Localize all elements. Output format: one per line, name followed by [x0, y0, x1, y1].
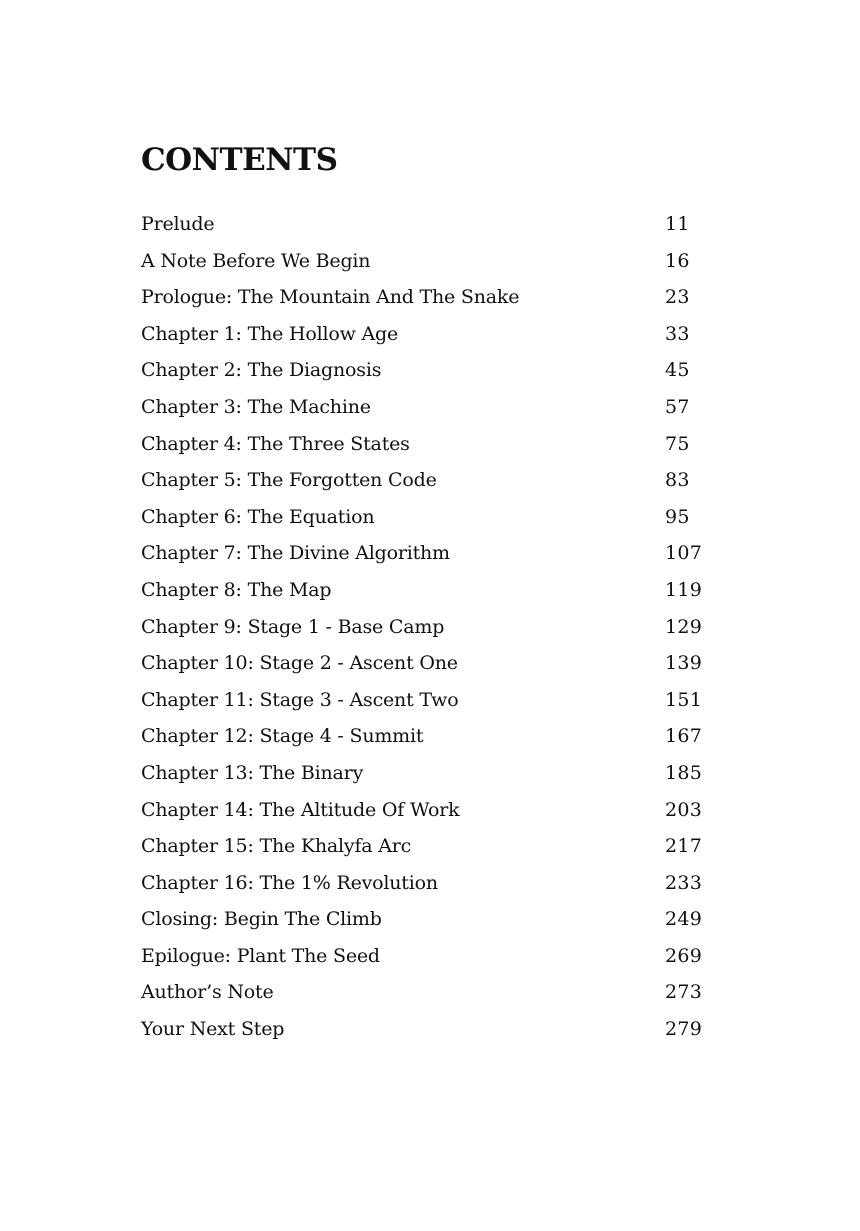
toc-entry-page-number: 45: [665, 359, 690, 382]
toc-entry-page-number: 11: [665, 213, 690, 235]
toc-entry-page-number: 217: [665, 835, 703, 858]
toc-entry-title: Chapter 12: Stage 4 - Summit: [141, 725, 424, 748]
toc-entry: [141, 208, 721, 245]
toc-entry-page-number: 75: [665, 432, 690, 455]
toc-entry: [141, 720, 721, 757]
toc-entry-page-number: 249: [665, 908, 703, 931]
toc-entry-page-number: 57: [665, 395, 690, 418]
toc-entry: [141, 684, 721, 721]
toc-entry: [141, 830, 721, 867]
toc-entry-title: Chapter 16: The 1% Revolution: [141, 871, 438, 894]
toc-entry-page-number: 279: [665, 1018, 703, 1041]
toc-entry-title: Chapter 10: Stage 2 - Ascent One: [141, 652, 458, 675]
toc-entry: [141, 867, 721, 904]
toc-entry-title: Chapter 1: The Hollow Age: [141, 322, 399, 345]
toc-entry: [141, 501, 721, 538]
toc-entry: [141, 245, 721, 282]
toc-entry: [141, 611, 721, 648]
toc-entry-title: Chapter 5: The Forgotten Code: [141, 469, 437, 492]
toc-entry: [141, 574, 721, 611]
toc-entry-page-number: 95: [665, 505, 690, 528]
toc-entry-title: Chapter 2: The Diagnosis: [141, 359, 382, 382]
toc-entry-title: Chapter 4: The Three States: [141, 432, 410, 455]
toc-entry-title: Prologue: The Mountain And The Snake: [141, 286, 520, 309]
toc-entry: [141, 1013, 721, 1050]
page-title: CONTENTS: [141, 142, 338, 178]
toc-entry-page-number: 269: [665, 944, 703, 967]
toc-entry: [141, 281, 721, 318]
toc-entry-title: Prelude: [141, 213, 215, 235]
toc-entry-title: Chapter 6: The Equation: [141, 505, 375, 528]
toc-entry-title: Closing: Begin The Climb: [141, 908, 382, 931]
toc-entry-title: Your Next Step: [141, 1018, 285, 1041]
toc-entry-page-number: 16: [665, 249, 690, 272]
toc-entry: [141, 537, 721, 574]
toc-entry: [141, 940, 721, 977]
toc-entry-title: Epilogue: Plant The Seed: [141, 944, 380, 967]
toc-entry-page-number: 129: [665, 615, 703, 638]
toc-entry-title: Chapter 11: Stage 3 - Ascent Two: [141, 688, 459, 711]
toc-entry-page-number: 167: [665, 725, 703, 748]
toc-entry: [141, 647, 721, 684]
toc-entry-page-number: 233: [665, 871, 703, 894]
toc-entry-title: Author’s Note: [141, 981, 274, 1004]
toc-entry-title: Chapter 8: The Map: [141, 578, 332, 601]
table-of-contents: [141, 208, 721, 1050]
toc-entry-page-number: 139: [665, 652, 703, 675]
toc-entry: [141, 757, 721, 794]
toc-entry: [141, 318, 721, 355]
toc-entry-title: Chapter 3: The Machine: [141, 395, 371, 418]
toc-entry-page-number: 33: [665, 322, 690, 345]
toc-entry-page-number: 23: [665, 286, 690, 309]
toc-entry: [141, 976, 721, 1013]
toc-entry-page-number: 83: [665, 469, 690, 492]
toc-entry: [141, 391, 721, 428]
toc-entry-title: A Note Before We Begin: [141, 249, 371, 272]
toc-entry-title: Chapter 13: The Binary: [141, 761, 364, 784]
toc-entry: [141, 903, 721, 940]
toc-entry: [141, 354, 721, 391]
toc-entry-page-number: 185: [665, 761, 703, 784]
toc-entry-page-number: 203: [665, 798, 703, 821]
toc-entry-page-number: 273: [665, 981, 703, 1004]
toc-entry-title: Chapter 9: Stage 1 - Base Camp: [141, 615, 445, 638]
toc-entry-page-number: 107: [665, 542, 703, 565]
toc-entry-page-number: 119: [665, 578, 703, 601]
toc-entry-title: Chapter 7: The Divine Algorithm: [141, 542, 450, 565]
toc-entry-title: Chapter 15: The Khalyfa Arc: [141, 835, 412, 858]
toc-entry: [141, 794, 721, 831]
toc-entry: [141, 428, 721, 465]
toc-entry: [141, 464, 721, 501]
toc-entry-title: Chapter 14: The Altitude Of Work: [141, 798, 460, 821]
toc-entry-page-number: 151: [665, 688, 703, 711]
